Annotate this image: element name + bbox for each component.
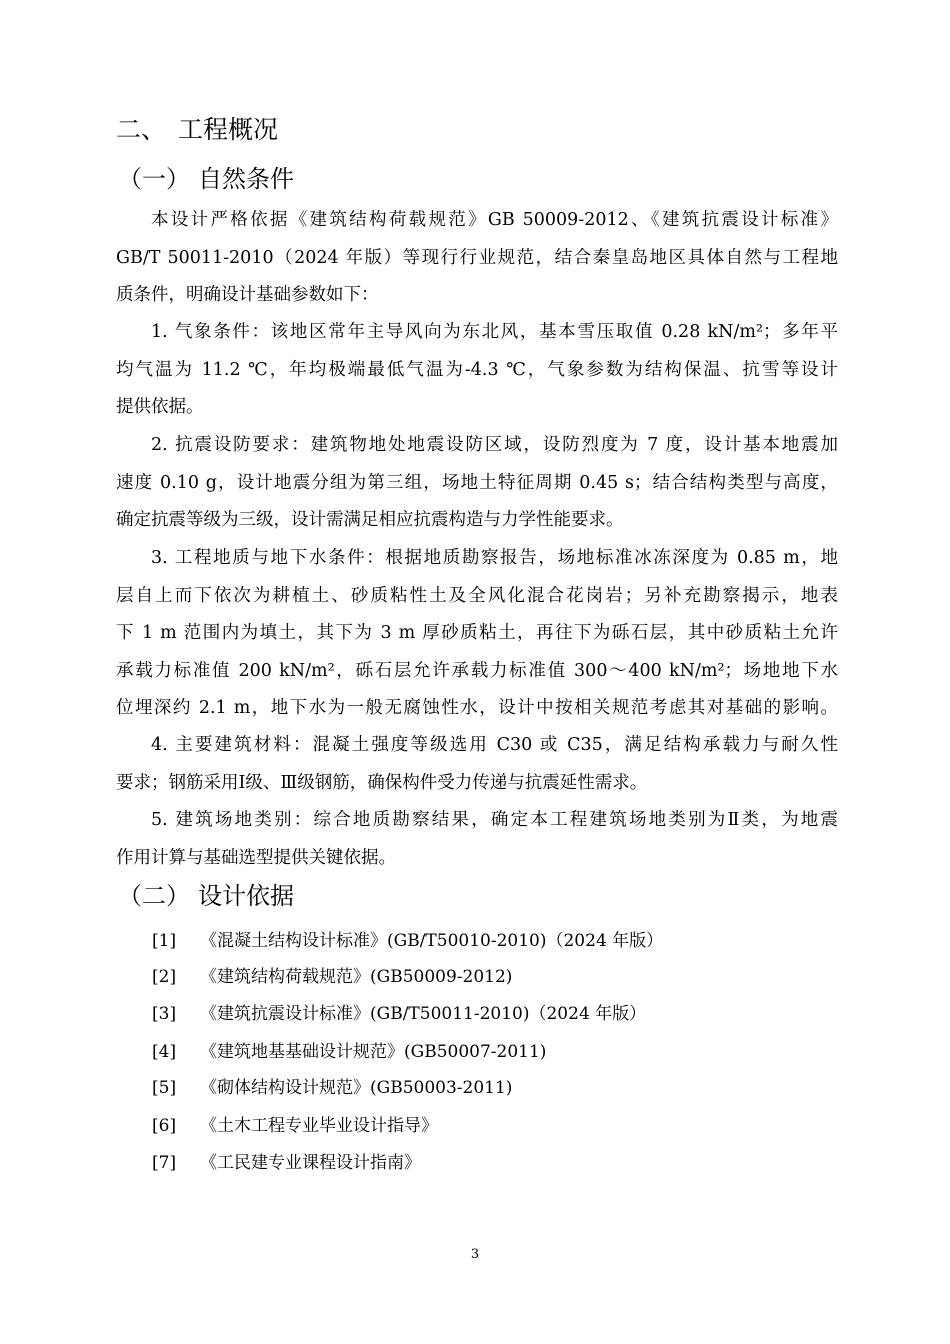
- subsection-heading-natural-conditions: [118, 162, 294, 196]
- text-line: 4. 主要建筑材料：混凝土强度等级选用 C30 或 C35，满足结构承载力与耐久性: [151, 735, 838, 755]
- reference-item: [152, 1151, 421, 1175]
- section-number: 二、: [116, 115, 167, 144]
- reference-item: [152, 1076, 512, 1100]
- text-line: 速度 0.10 g，设计地震分组为第三组，场地土特征周期 0.45 s；结合结构类型与高度，: [116, 472, 838, 493]
- reference-text: 《建筑结构荷载规范》(GB50009-2012): [200, 967, 513, 987]
- reference-text: 《工民建专业课程设计指南》: [200, 1153, 421, 1173]
- text-line: 2. 抗震设防要求：建筑物地处地震设防区域，设防烈度为 7 度，设计基本地震加: [151, 435, 838, 455]
- reference-item: [152, 1040, 546, 1064]
- reference-index: [7]: [152, 1153, 177, 1173]
- text-line: 下 1 m 范围内为填土，其下为 3 m 厚砂质粘土，再往下为砾石层，其中砂质粘土允许: [116, 623, 838, 643]
- reference-index: [5]: [152, 1078, 177, 1098]
- text-line: 层自上而下依次为耕植土、砂质粘性土及全风化混合花岗岩；另补充勘察揭示，地表: [116, 585, 838, 606]
- reference-index: [2]: [152, 967, 177, 987]
- subsection-number: （二）: [118, 882, 190, 910]
- reference-item: [152, 929, 663, 953]
- reference-index: [1]: [152, 931, 177, 951]
- subsection-number: （一）: [118, 165, 190, 193]
- page-number: 3: [470, 1247, 480, 1262]
- paragraph-seismic: [116, 427, 838, 540]
- reference-item: [152, 1002, 646, 1026]
- text-line: 均气温为 11.2 ℃，年均极端最低气温为-4.3 ℃，气象参数为结构保温、抗雪等设计: [116, 359, 838, 380]
- reference-index: [6]: [152, 1116, 177, 1136]
- reference-text: 《砌体结构设计规范》(GB50003-2011): [200, 1078, 513, 1098]
- reference-item: [152, 1114, 438, 1138]
- subsection-title: 自然条件: [198, 165, 294, 193]
- reference-text: 《建筑抗震设计标准》(GB/T50011-2010)（2024 年版）: [200, 1004, 647, 1024]
- text-line: 确定抗震等级为三级，设计需满足相应抗震构造与力学性能要求。: [116, 510, 624, 530]
- text-line: 1. 气象条件：该地区常年主导风向为东北风，基本雪压取值 0.28 kN/m²；多年平: [151, 322, 838, 342]
- text-line: 要求；钢筋采用Ⅰ级、Ⅲ级钢筋，确保构件受力传递与抗震延性需求。: [116, 772, 648, 793]
- paragraph-site-class: [116, 802, 838, 877]
- text-line: GB/T 50011-2010（2024 年版）等现行行业规范，结合秦皇岛地区具体自然与工程地: [116, 247, 838, 268]
- subsection-title: 设计依据: [198, 882, 294, 910]
- text-line: 质条件，明确设计基础参数如下：: [116, 285, 379, 305]
- reference-index: [4]: [152, 1042, 177, 1062]
- subsection-heading-design-basis: [118, 879, 294, 913]
- reference-index: [3]: [152, 1004, 177, 1024]
- paragraph-geology: [116, 540, 838, 728]
- section-heading: [116, 113, 278, 147]
- text-line: 5. 建筑场地类别：综合地质勘察结果，确定本工程建筑场地类别为Ⅱ类，为地震: [151, 810, 838, 830]
- paragraph-materials: [116, 727, 838, 802]
- paragraph-climate: [116, 314, 838, 427]
- intro-paragraph: [116, 202, 838, 315]
- reference-text: 《土木工程专业毕业设计指导》: [200, 1116, 438, 1136]
- text-line: 位埋深约 2.1 m，地下水为一般无腐蚀性水，设计中按相关规范考虑其对基础的影响。: [116, 698, 838, 718]
- section-title: 工程概况: [178, 115, 279, 144]
- text-line: 本设计严格依据《建筑结构荷载规范》GB 50009-2012、《建筑抗震设计标准》: [151, 210, 838, 230]
- text-line: 承载力标准值 200 kN/m²，砾石层允许承载力标准值 300～400 kN/m²；场地地下水: [116, 660, 838, 681]
- reference-text: 《建筑地基基础设计规范》(GB50007-2011): [200, 1042, 547, 1062]
- reference-text: 《混凝土结构设计标准》(GB/T50010-2010)（2024 年版）: [200, 931, 664, 951]
- text-line: 3. 工程地质与地下水条件：根据地质勘察报告，场地标准冰冻深度为 0.85 m，地: [151, 548, 838, 568]
- text-line: 作用计算与基础选型提供关键依据。: [116, 847, 396, 868]
- text-line: 提供依据。: [116, 397, 204, 417]
- reference-item: [152, 965, 512, 989]
